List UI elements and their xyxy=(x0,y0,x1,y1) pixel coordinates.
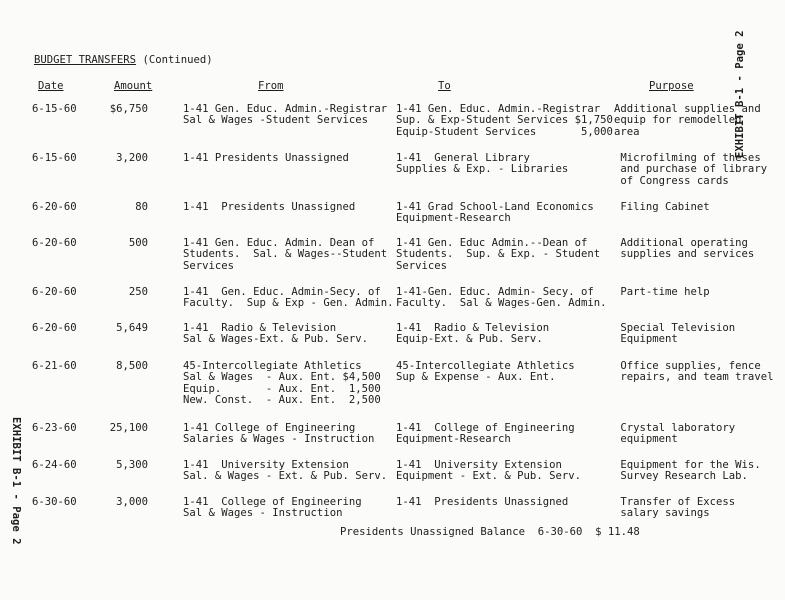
row-date: 6-20-60 xyxy=(32,201,77,213)
row-to: 1-41-Gen. Educ. Admin- Secy. of Faculty. Sal & Wages-Gen. Admin. xyxy=(396,286,607,310)
row-to: 1-41 Radio & Television Equip-Ext. & Pub. Serv. xyxy=(396,322,550,346)
row-date: 6-20-60 xyxy=(32,322,77,334)
column-header-amount: Amount xyxy=(114,80,153,92)
row-purpose: Filing Cabinet xyxy=(614,201,710,213)
row-date: 6-30-60 xyxy=(32,496,77,508)
row-from: 1-41 Gen. Educ. Admin.-Registrar Sal & Wages -Student Services xyxy=(183,103,388,127)
row-to: 1-41 Gen. Educ Admin.--Dean of Students. Sup. & Exp. - Student Services xyxy=(396,237,601,272)
row-amount: 3,000 xyxy=(116,496,148,508)
row-purpose: Additional supplies and equip for remodelled area xyxy=(614,103,761,138)
row-amount: 8,500 xyxy=(116,360,148,372)
row-from: 1-41 Presidents Unassigned xyxy=(183,201,356,213)
row-purpose: Part-time help xyxy=(614,286,710,298)
row-date: 6-20-60 xyxy=(32,286,77,298)
row-from: 1-41 Gen. Educ. Admin-Secy. of Faculty. Sup & Exp - Gen. Admin. xyxy=(183,286,394,310)
row-to: 1-41 Gen. Educ. Admin.-Registrar Sup. & Exp-Student Services $1,750 Equip-Student Services 5,000 xyxy=(396,103,613,138)
balance-footer xyxy=(340,526,640,538)
balance-date: 6-30-60 xyxy=(537,526,583,538)
page-heading xyxy=(34,54,213,66)
row-amount: 80 xyxy=(135,201,148,213)
row-purpose: Equipment for the Wis. Survey Research Lab. xyxy=(620,459,761,483)
balance-label: Presidents Unassigned Balance xyxy=(340,526,525,538)
row-amount: 3,200 xyxy=(116,152,148,164)
row-amount: 25,100 xyxy=(109,422,148,434)
row-purpose: Additional operating supplies and services xyxy=(620,237,755,261)
row-amount: 5,300 xyxy=(116,459,148,471)
row-date: 6-24-60 xyxy=(32,459,77,471)
row-date: 6-21-60 xyxy=(32,360,77,372)
column-header-from: From xyxy=(258,80,284,92)
exhibit-label-right: EXHIBIT B-1 - Page 2 xyxy=(734,30,746,158)
column-header-to: To xyxy=(438,80,451,92)
row-from: 45-Intercollegiate Athletics Sal & Wages - Aux. Ent. $4,500 Equip. - Aux. Ent. 1,500 New. Const. - Aux. Ent. 2,500 xyxy=(183,360,381,407)
row-purpose: Special Television Equipment xyxy=(620,322,736,346)
row-amount: 250 xyxy=(128,286,148,298)
row-from: 1-41 College of Engineering Sal & Wages - Instruction xyxy=(183,496,362,520)
exhibit-label-left-area xyxy=(4,405,30,555)
row-from: 1-41 Radio & Television Sal & Wages-Ext. & Pub. Serv. xyxy=(183,322,368,346)
row-purpose: Transfer of Excess salary savings xyxy=(620,496,736,520)
budget-transfers-title: BUDGET TRANSFERS xyxy=(34,54,137,66)
row-to: 45-Intercollegiate Athletics Sup & Expense - Aux. Ent. xyxy=(396,360,575,384)
row-date: 6-15-60 xyxy=(32,103,77,115)
row-purpose: Office supplies, fence repairs, and team travel xyxy=(620,360,774,384)
row-purpose: Crystal laboratory equipment xyxy=(620,422,736,446)
exhibit-label-right-area xyxy=(720,30,746,160)
row-to: 1-41 College of Engineering Equipment-Research xyxy=(396,422,575,446)
row-to: 1-41 Presidents Unassigned xyxy=(396,496,569,508)
row-date: 6-20-60 xyxy=(32,237,77,249)
row-from: 1-41 Gen. Educ. Admin. Dean of Students. Sal. & Wages--Student Services xyxy=(183,237,388,272)
row-date: 6-15-60 xyxy=(32,152,77,164)
row-from: 1-41 University Extension Sal. & Wages - Ext. & Pub. Serv. xyxy=(183,459,388,483)
row-amount: 500 xyxy=(128,237,148,249)
exhibit-label-left: EXHIBIT B-1 - Page 2 xyxy=(10,417,22,545)
balance-amount: $ 11.48 xyxy=(595,526,640,538)
row-amount: 5,649 xyxy=(116,322,148,334)
row-date: 6-23-60 xyxy=(32,422,77,434)
column-header-purpose: Purpose xyxy=(649,80,694,92)
row-to: 1-41 University Extension Equipment - Ext. & Pub. Serv. xyxy=(396,459,581,483)
row-purpose: Microfilming of theses and purchase of library of Congress cards xyxy=(620,152,768,187)
row-to: 1-41 Grad School-Land Economics Equipment-Research xyxy=(396,201,594,225)
row-from: 1-41 College of Engineering Salaries & Wages - Instruction xyxy=(183,422,375,446)
row-from: 1-41 Presidents Unassigned xyxy=(183,152,349,164)
row-to: 1-41 General Library Supplies & Exp. - Libraries xyxy=(396,152,569,176)
continued-label: (Continued) xyxy=(142,54,213,66)
row-amount: $6,750 xyxy=(109,103,148,115)
column-header-date: Date xyxy=(38,80,64,92)
